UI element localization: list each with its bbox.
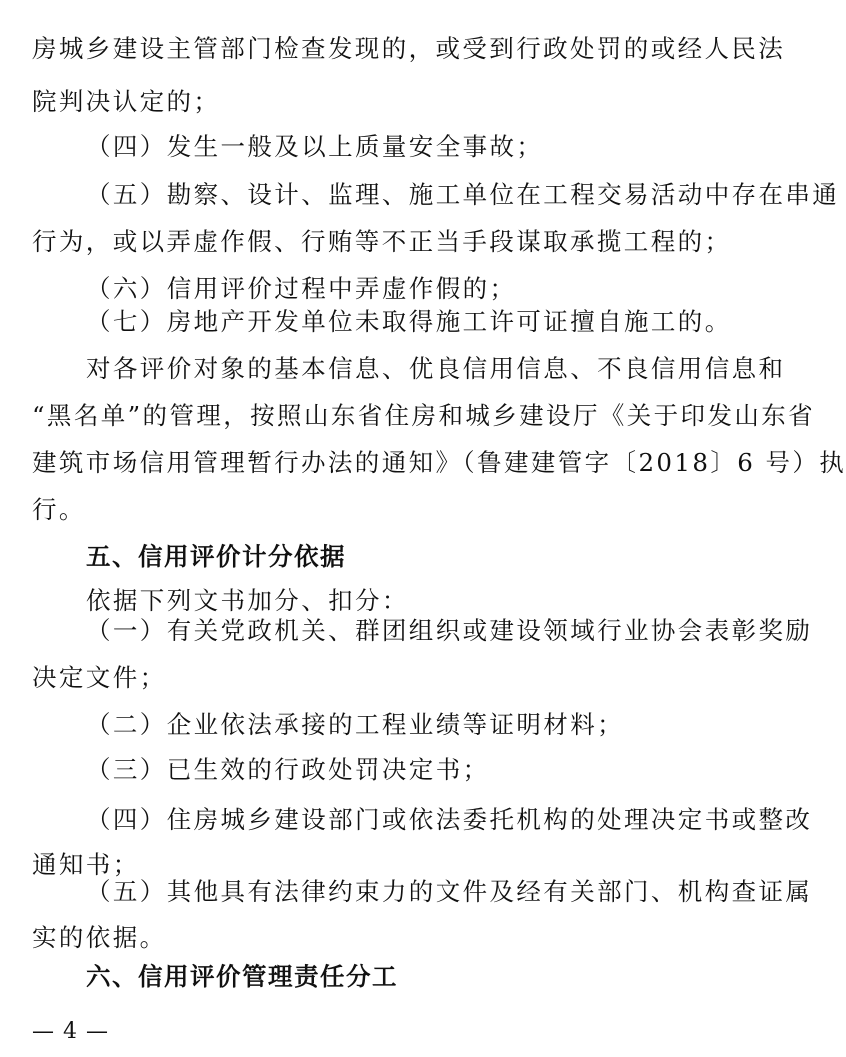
- body-text-line: 决定文件；: [32, 663, 167, 692]
- paragraph-text: 依据下列文书加分、扣分：: [86, 586, 409, 615]
- list-item-text: （二）企业依法承接的工程业绩等证明材料；: [86, 710, 624, 739]
- list-item-text: （四）住房城乡建设部门或依法委托机构的处理决定书或整改: [86, 805, 813, 834]
- section-heading: 五、信用评价计分依据: [86, 542, 346, 571]
- list-item-text: （六）信用评价过程中弄虚作假的；: [86, 274, 517, 303]
- list-item-text: （三）已生效的行政处罚决定书；: [86, 755, 490, 784]
- page-number: — 4 —: [32, 1019, 109, 1044]
- list-item-text: （四）发生一般及以上质量安全事故；: [86, 132, 544, 161]
- body-text-line: 通知书；: [32, 850, 140, 879]
- body-text-line: 院判决认定的；: [32, 87, 221, 116]
- list-item-text: （七）房地产开发单位未取得施工许可证擅自施工的。: [86, 307, 732, 336]
- list-item-text: （五）其他具有法律约束力的文件及经有关部门、机构查证属: [86, 877, 813, 906]
- body-text-line: “黑名单”的管理，按照山东省住房和城乡建设厅《关于印发山东省: [32, 401, 816, 430]
- body-text-line: 行为，或以弄虚作假、行贿等不正当手段谋取承揽工程的；: [32, 227, 732, 256]
- body-text-line: 建筑市场信用管理暂行办法的通知》（鲁建建管字〔2018〕6 号）执: [32, 448, 846, 477]
- body-text-line: 行。: [32, 495, 86, 524]
- body-text-line: 房城乡建设主管部门检查发现的，或受到行政处罚的或经人民法: [32, 34, 786, 63]
- body-text-line: 实的依据。: [32, 923, 167, 952]
- list-item-text: （五）勘察、设计、监理、施工单位在工程交易活动中存在串通: [86, 180, 840, 209]
- list-item-text: （一）有关党政机关、群团组织或建设领域行业协会表彰奖励: [86, 616, 813, 645]
- section-heading: 六、信用评价管理责任分工: [86, 962, 398, 991]
- paragraph-text: 对各评价对象的基本信息、优良信用信息、不良信用信息和: [86, 354, 786, 383]
